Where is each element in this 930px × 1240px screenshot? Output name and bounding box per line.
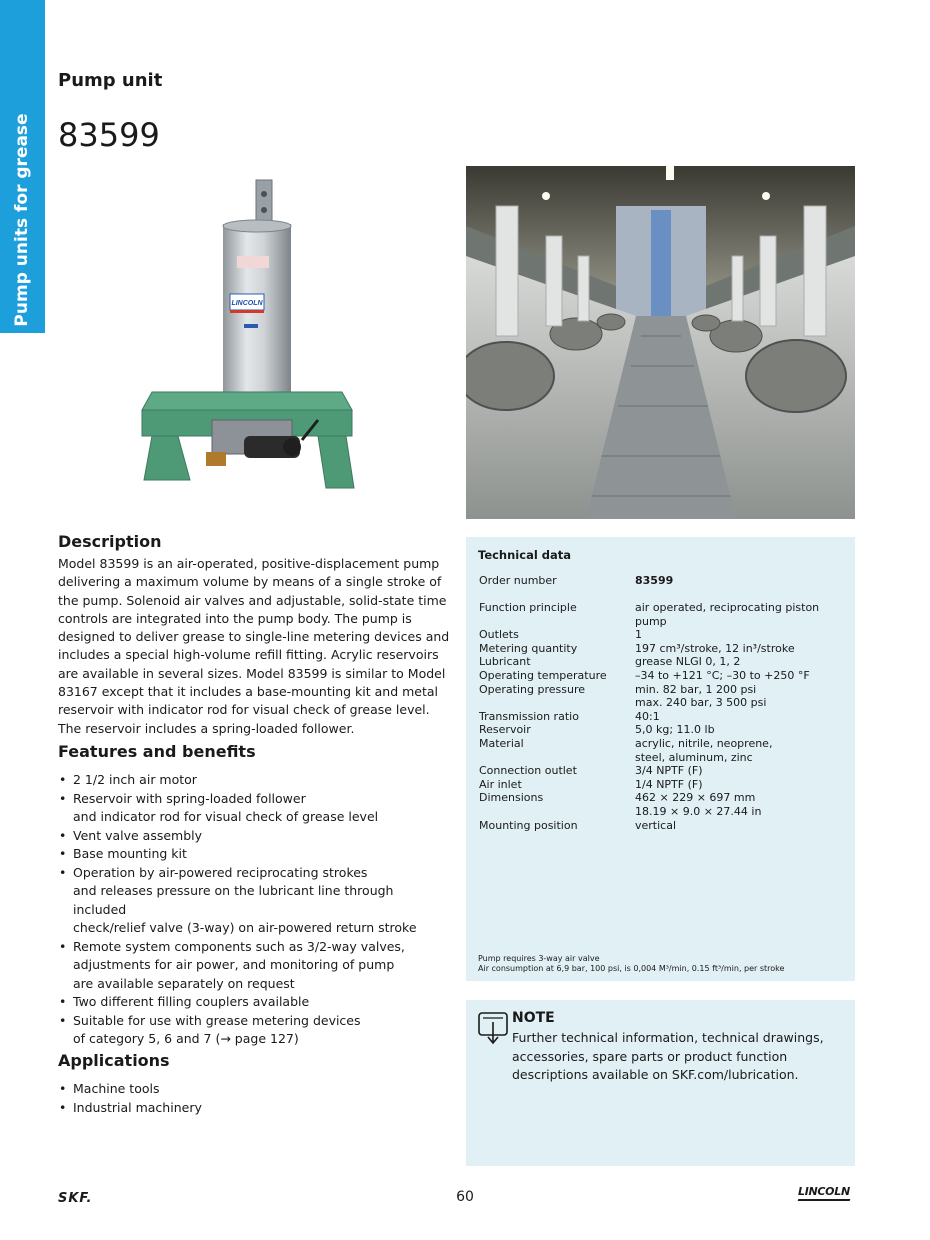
- row-value: –34 to +121 °C; –30 to +250 °F: [635, 669, 810, 683]
- row-label: Mounting position: [479, 818, 578, 832]
- table-row: [479, 764, 849, 778]
- row-label: Operating pressure: [479, 682, 586, 696]
- row-value: 3/4 NPTF (F): [635, 764, 703, 778]
- applications-title: Applications: [58, 1051, 170, 1070]
- row-label: Order number: [479, 574, 557, 587]
- row-label: Reservoir: [479, 723, 531, 737]
- row-value: 462 × 229 × 697 mm 18.19 × 9.0 × 27.44 in: [635, 791, 762, 818]
- list-item: • Industrial machinery: [58, 1099, 202, 1118]
- table-row: [479, 778, 849, 792]
- description-body: Model 83599 is an air-operated, positive-displacement pump delivering a maximum volume by means of a single stroke of the pump. Solenoid air valves and adjustable, solid-state time controls are integrated into the pump body. The pump is designed to deliver grease to single-line metering devices and includes a special high-volume refill fitting. Acrylic reservoirs are available in several sizes. Model 83599 is similar to Model 83167 except that it includes a base-mounting kit and metal reservoir with indicator rod for visual check of grease level. The reservoir includes a spring-loaded follower.: [58, 556, 450, 736]
- row-label: Connection outlet: [479, 764, 577, 778]
- side-tab: [0, 0, 45, 333]
- list-item: • 2 1/2 inch air motor: [58, 771, 450, 790]
- technical-data-table: [479, 574, 849, 832]
- list-item: • Base mounting kit: [58, 845, 450, 864]
- row-label: Metering quantity: [479, 641, 578, 655]
- row-label: Lubricant: [479, 655, 531, 669]
- features-list: [58, 771, 450, 1049]
- list-item: • Vent valve assembly: [58, 827, 450, 846]
- table-row: [479, 669, 849, 683]
- row-label: Function principle: [479, 601, 577, 615]
- table-row: [479, 710, 849, 724]
- table-row: [479, 737, 849, 764]
- technical-data-footnotes: [478, 954, 784, 974]
- row-value: 83599: [635, 574, 674, 587]
- table-row: [479, 574, 849, 588]
- product-brand-label: LINCOLN: [231, 300, 263, 307]
- table-row: [479, 628, 849, 642]
- row-label: Operating temperature: [479, 669, 607, 683]
- list-item: • Two different filling couplers available: [58, 993, 450, 1012]
- row-value: grease NLGI 0, 1, 2: [635, 655, 741, 669]
- row-value: air operated, reciprocating piston pump: [635, 601, 820, 628]
- description-title: Description: [58, 532, 162, 551]
- table-row: [479, 723, 849, 737]
- table-row: [479, 642, 849, 656]
- list-item: • Machine tools: [58, 1080, 202, 1099]
- row-value: acrylic, nitrile, neoprene, steel, aluminum, zinc: [635, 737, 773, 764]
- row-label: Dimensions: [479, 791, 544, 805]
- row-label: Outlets: [479, 628, 519, 642]
- list-item: • Suitable for use with grease metering devices of category 5, 6 and 7 (→ page 127): [58, 1012, 450, 1049]
- side-tab-label: Pump units for grease: [12, 113, 32, 327]
- lincoln-logo: LINCOLN: [798, 1185, 850, 1198]
- skf-logo: SKF.: [58, 1191, 93, 1206]
- row-label: Material: [479, 737, 524, 751]
- table-row: [479, 791, 849, 818]
- row-value: 1/4 NPTF (F): [635, 777, 703, 791]
- site-photo: [466, 166, 855, 519]
- row-value: vertical: [635, 818, 677, 832]
- row-label: Air inlet: [479, 777, 522, 791]
- row-value: min. 82 bar, 1 200 psi max. 240 bar, 3 500 psi: [635, 682, 767, 710]
- page-number: 60: [456, 1189, 474, 1205]
- list-item: • Operation by air-powered reciprocating strokes and releases pressure on the lubricant line through included check/relief valve (3-way) on air-powered return stroke: [58, 864, 450, 938]
- table-row: [479, 655, 849, 669]
- table-row: [479, 819, 849, 833]
- list-item: • Remote system components such as 3/2-way valves, adjustments for air power, and monitoring of pump are available separately on request: [58, 938, 450, 994]
- section-label: Pump unit: [58, 70, 163, 91]
- row-value: 1: [635, 628, 642, 642]
- applications-list: [58, 1080, 202, 1117]
- technical-data-panel: [466, 537, 855, 981]
- table-row: [479, 601, 849, 628]
- technical-data-title: Technical data: [478, 548, 572, 562]
- features-title: Features and benefits: [58, 742, 256, 761]
- note-icon: [478, 1012, 508, 1046]
- table-row: [479, 683, 849, 710]
- footnote-air-valve: Pump requires 3-way air valve: [478, 954, 600, 963]
- note-title: NOTE: [512, 1010, 555, 1026]
- row-value: 40:1: [635, 709, 660, 723]
- row-value: 197 cm³/stroke, 12 in³/stroke: [635, 641, 795, 655]
- row-label: Transmission ratio: [479, 709, 579, 723]
- footnote-air-consumption: Air consumption at 6,9 bar, 100 psi, is 0,004 M³/min, 0.15 ft³/min, per stroke: [478, 964, 785, 973]
- note-panel: [466, 1000, 855, 1166]
- product-image: [120, 170, 380, 510]
- row-value: 5,0 kg; 11.0 lb: [635, 723, 715, 737]
- model-title: 83599: [58, 116, 160, 154]
- list-item: • Reservoir with spring-loaded follower and indicator rod for visual check of grease level: [58, 790, 450, 827]
- note-body: Further technical information, technical drawings, accessories, spare parts or product function descriptions available on SKF.com/lubrication.: [512, 1030, 824, 1082]
